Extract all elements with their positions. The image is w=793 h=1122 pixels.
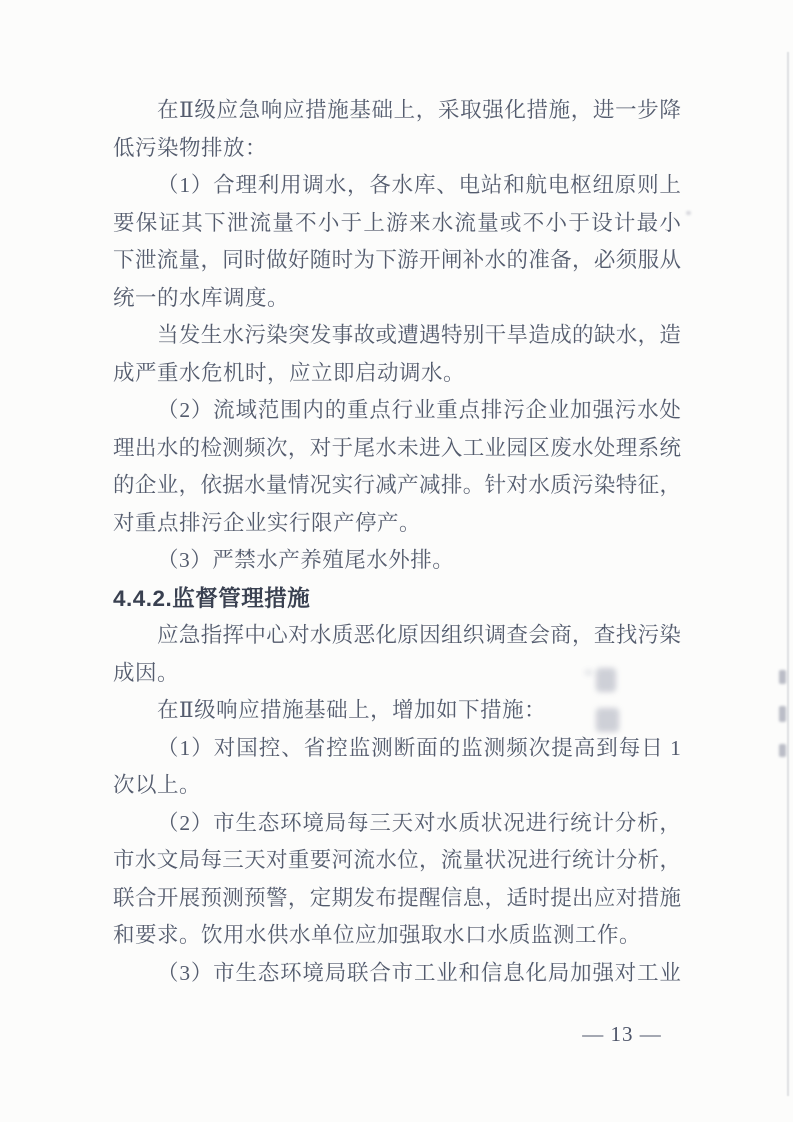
scan-speck: [779, 744, 786, 757]
text-line: 成因。: [113, 660, 180, 685]
text-line: 要 保 证 其 下 泄 流 量 不 小 于 上 游 来 水 流 量 或 不 小 于 设 计 最 小: [113, 210, 681, 235]
text-line: 应 急 指 挥 中 心 对 水 质 恶 化 原 因 组 织 调 查 会 商 ， 查 找 污 染: [157, 623, 681, 647]
text-line: 次以上。: [113, 773, 202, 797]
text-line: 下 泄 流 量 ， 同 时 做 好 随 时 为 下 游 开 闸 补 水 的 准 备 ， 必 须 服 从: [113, 248, 681, 272]
text-line: 低污染物排放：: [113, 135, 268, 160]
section-heading: 4.4.2.监督管理措施: [113, 585, 311, 611]
scan-speck: [686, 211, 691, 215]
scan-edge-artifact: [787, 52, 789, 1096]
text-line: 当 发 生 水 污 染 突 发 事 故 或 遭 遇 特 别 干 旱 造 成 的 缺 水 ， 造: [157, 323, 681, 347]
ink-bleed-ghost: [596, 668, 616, 692]
text-line: （ 1 ） 合 理 利 用 调 水 ， 各 水 库 、 电 站 和 航 电 枢 纽 原 则 上: [157, 173, 681, 197]
text-line: （ 2 ） 流 域 范 围 内 的 重 点 行 业 重 点 排 污 企 业 加 强 污 水 处: [157, 398, 681, 422]
scan-speck: [779, 706, 786, 722]
text-line: 和要求。饮用水供水单位应加强取水口水质监测工作。: [113, 923, 642, 947]
text-line: （ 2 ） 市 生 态 环 境 局 每 三 天 对 水 质 状 况 进 行 统 计 分 析 ，: [157, 810, 681, 835]
ink-bleed-ghost: [585, 670, 592, 675]
page-number: — 13 —: [582, 1022, 662, 1046]
text-line: （3）严禁水产养殖尾水外排。: [157, 548, 455, 572]
text-line: 成严重水危机时，应立即启动调水。: [113, 360, 466, 385]
text-line: 统一的水库调度。: [113, 285, 290, 310]
text-line: 在Ⅱ级响应措施基础上，增加如下措施：: [157, 698, 547, 722]
text-line: （ 3 ） 市 生 态 环 境 局 联 合 市 工 业 和 信 息 化 局 加 强 对 工 业: [157, 960, 681, 985]
scan-speck: [779, 670, 786, 684]
text-line: 在 Ⅱ 级 应 急 响 应 措 施 基 础 上 ， 采 取 强 化 措 施 ， 进 一 步 降: [157, 98, 681, 122]
text-line: （ 1 ） 对 国 控 、 省 控 监 测 断 面 的 监 测 频 次 提 高 到 每 日 1: [157, 735, 681, 760]
text-line: 市 水 文 局 每 三 天 对 重 要 河 流 水 位 ， 流 量 状 况 进 行 统 计 分 析 ，: [113, 848, 681, 872]
text-line: 理 出 水 的 检 测 频 次 ， 对 于 尾 水 未 进 入 工 业 园 区 废 水 处 理 系 统: [113, 435, 681, 460]
text-line: 联 合 开 展 预 测 预 警 ， 定 期 发 布 提 醒 信 息 ， 适 时 提 出 应 对 措 施: [113, 885, 681, 910]
text-line: 的 企 业 ， 依 据 水 量 情 况 实 行 减 产 减 排 。 针 对 水 质 污 染 特 征 ，: [113, 473, 681, 497]
text-line: 对重点排污企业实行限产停产。: [113, 510, 422, 535]
document-body: [113, 92, 681, 992]
ink-bleed-ghost: [596, 708, 619, 732]
